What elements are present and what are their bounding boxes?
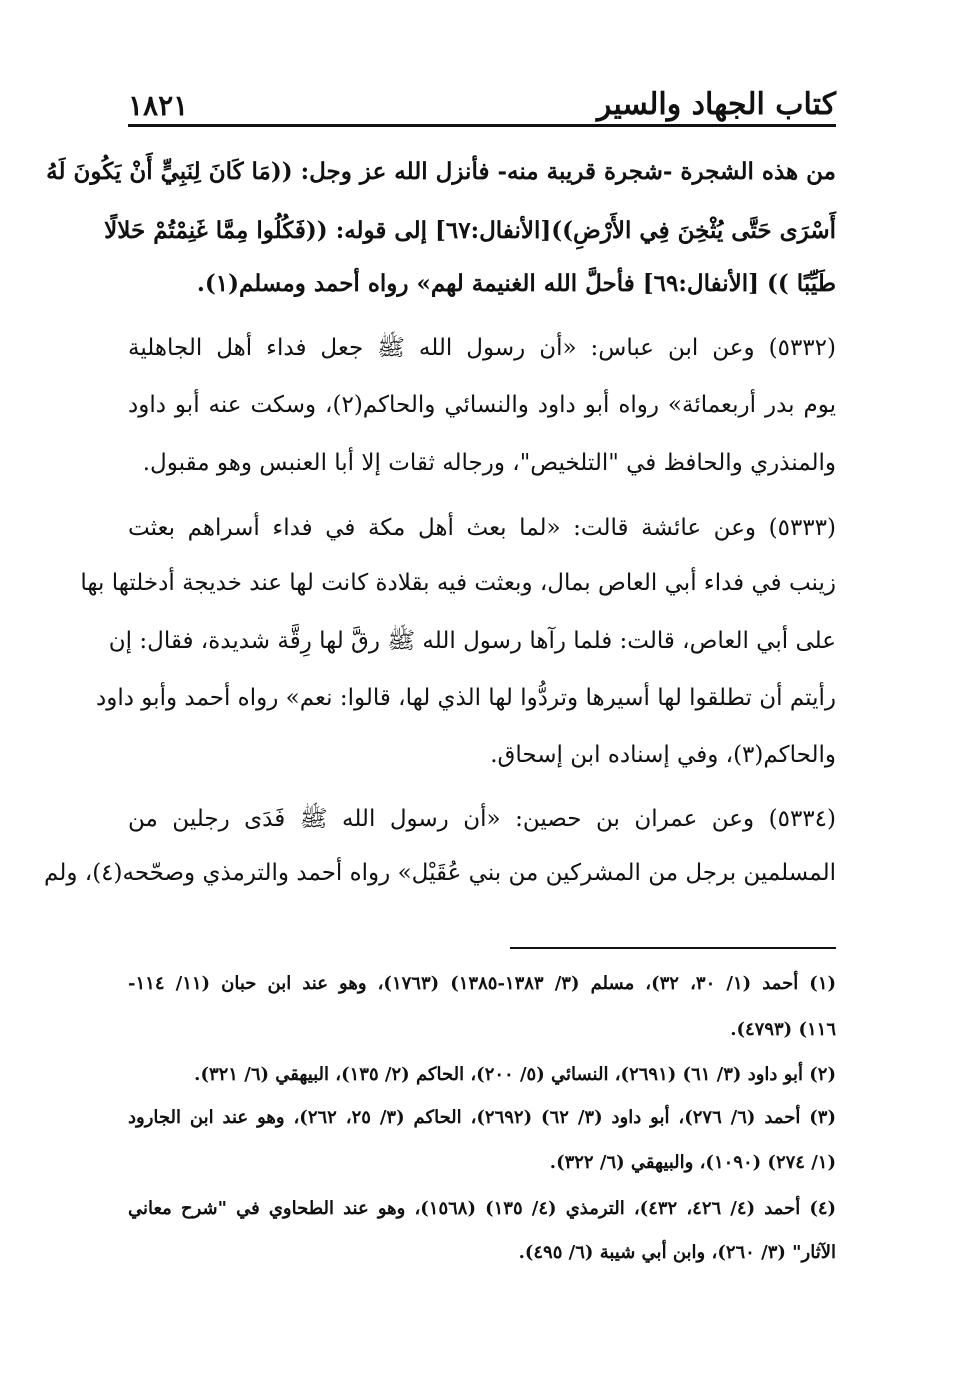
text-line: المسلمين برجل من المشركين من بني عُقَيْل» رواه أحمد والترمذي وصحّحه(٤)، ولم (44, 860, 836, 886)
running-header (128, 82, 836, 122)
text-line: والحاكم(٣)، وفي إسناده ابن إسحاق. (490, 742, 836, 768)
text-line: من هذه الشجرة -شجرة قريبة منه- فأنزل الله عز وجل: ((مَا كَانَ لِنَبِيٍّ أَنْ يَكُونَ لَهُ (46, 158, 836, 185)
text-line: والمنذري والحافظ في "التلخيص"، ورجاله ثقات إلا أبا العنبس وهو مقبول. (142, 450, 836, 476)
text-line: يوم بدر أربعمائة» رواه أبو داود والنسائي والحاكم(٢)، وسكت عنه أبو داود (128, 392, 836, 418)
text-line: أَسْرَى حَتَّى يُثْخِنَ فِي الأَرْضِ))[الأنفال:٦٧] إلى قوله: ((فَكُلُوا مِمَّا غَنِمْتُمْ حَلالًا (104, 217, 836, 244)
footnote-line: (٤) أحمد (٤/ ٤٢٦، ٤٣٢)، الترمذي (٤/ ١٣٥) (١٥٦٨)، وهو عند الطحاوي في "شرح معاني (128, 1198, 837, 1219)
footnote-separator (510, 947, 836, 949)
page-number: ١٨٢١ (128, 89, 189, 122)
footnote-line: (٣) أحمد (٦/ ٢٧٦)، أبو داود (٣/ ٦٢) (٢٦٩٢)، الحاكم (٣/ ٢٥، ٢٦٢)، وهو عند ابن الجارود (128, 1107, 836, 1128)
footnote-line: (١) أحمد (١/ ٣٠، ٣٢)، مسلم (٣/ ١٣٨٣-١٣٨٥) (١٧٦٣)، وهو عند ابن حبان (١١/ ١١٤- (128, 973, 837, 994)
hadith-5334-line: (٥٣٣٤) وعن عمران بن حصين: «أن رسول الله ﷺ فَدَى رجلين من (128, 806, 836, 832)
text-line: على أبي العاص، قالت: فلما رآها رسول الله ﷺ رقَّ لها رِقَّة شديدة، فقال: إن (108, 628, 836, 654)
text-line: طَيِّبًا )) [الأنفال:٦٩] فأحلَّ الله الغنيمة لهم» رواه أحمد ومسلم(١). (196, 270, 836, 297)
footnote-line: الآثار" (٣/ ٢٦٠)، وابن أبي شيبة (٦/ ٤٩٥). (518, 1242, 836, 1263)
footnote-line: (٢) أبو داود (٣/ ٦١) (٢٦٩١)، النسائي (٥/ ٢٠٠)، الحاكم (٢/ ١٣٥)، البيهقي (٦/ ٣٢١). (194, 1064, 836, 1085)
footnote-line: (١/ ٢٧٤) (١٠٩٠)، والبيهقي (٦/ ٣٢٢). (549, 1152, 836, 1173)
hadith-5333-line: (٥٣٣٣) وعن عائشة قالت: «لما بعث أهل مكة في فداء أسراهم بعثت (128, 515, 836, 541)
text-line: رأيتم أن تطلقوا لها أسيرها وتردُّوا لها الذي لها، قالوا: نعم» رواه أحمد وأبو داود (96, 685, 836, 711)
text-line: زينب في فداء أبي العاص بمال، وبعثت فيه بقلادة كانت لها عند خديجة أدخلتها بها (80, 570, 836, 596)
hadith-5332-line: (٥٣٣٢) وعن ابن عباس: «أن رسول الله ﷺ جعل فداء أهل الجاهلية (128, 335, 836, 361)
footnote-line: ١١٦) (٤٧٩٣). (730, 1019, 836, 1040)
book-title: كتاب الجهاد والسير (596, 87, 836, 122)
header-rule (128, 124, 836, 127)
